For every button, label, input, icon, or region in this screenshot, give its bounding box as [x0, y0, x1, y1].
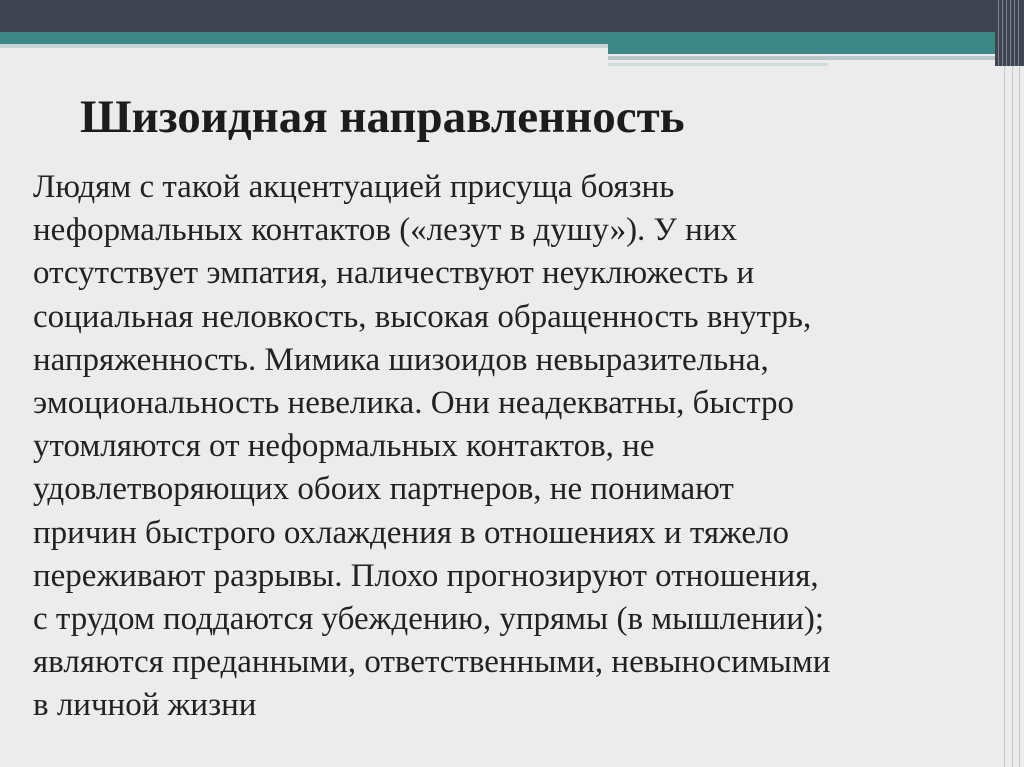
body-line: удовлетворяющих обоих партнеров, не понимают	[33, 471, 734, 508]
body-line: в личной жизни	[33, 687, 257, 724]
body-line: утомляются от неформальных контактов, не	[33, 428, 655, 465]
body-line: Людям с такой акцентуацией присуща боязнь	[33, 169, 675, 205]
header-stripe	[608, 56, 1024, 60]
body-line: неформальных контактов («лезут в душу»). У них	[33, 212, 737, 249]
right-border-line	[1019, 66, 1020, 767]
body-line: являются преданными, ответственными, невыносимыми	[33, 644, 831, 681]
slide-body-text	[33, 166, 1008, 728]
slide-title: Шизоидная направленность	[80, 91, 685, 143]
body-line: напряженность. Мимика шизоидов невыразительна,	[33, 341, 769, 378]
header-band-dark	[0, 0, 1024, 32]
body-line: эмоциональность невелика. Они неадекватны, быстро	[33, 385, 795, 422]
header-band-teal-right	[608, 44, 1024, 54]
body-line: причин быстрого охлаждения в отношениях и тяжело	[33, 514, 790, 551]
header-band-light	[0, 44, 610, 48]
header-band-teal	[0, 32, 1024, 44]
header-corner-lines	[998, 0, 1020, 66]
right-border-line	[1012, 66, 1013, 767]
header-stripe	[608, 63, 828, 66]
body-line: отсутствует эмпатия, наличествуют неуклюжесть и	[33, 255, 755, 292]
body-line: социальная неловкость, высокая обращенность внутрь,	[33, 298, 812, 335]
body-line: с трудом поддаются убеждению, упрямы (в мышлении);	[33, 601, 825, 638]
body-line: переживают разрывы. Плохо прогнозируют отношения,	[33, 557, 819, 594]
